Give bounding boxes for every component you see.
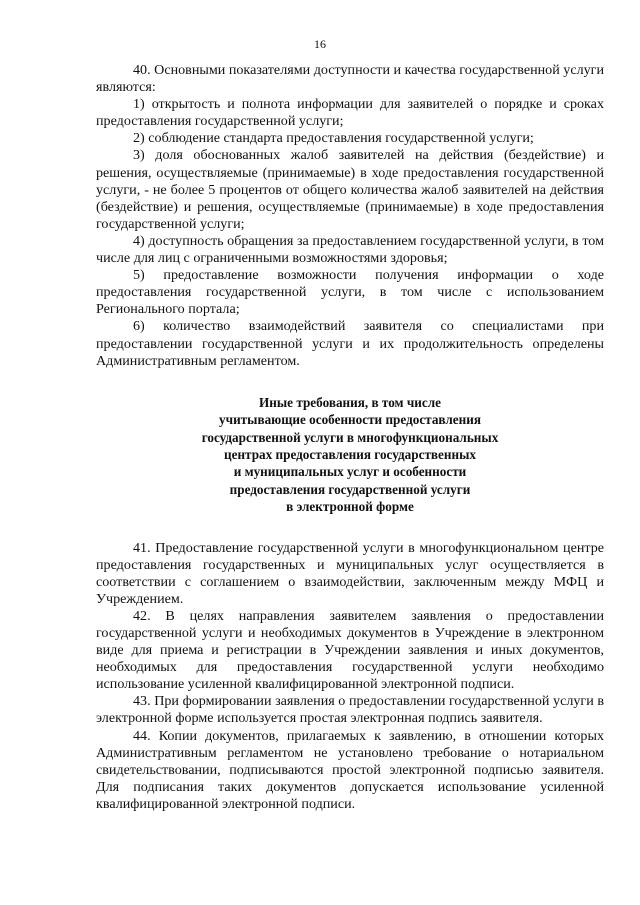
list-item-6: 6) количество взаимодействий заявителя со специалистами при предоставлении государственной услуги и их продолжительность определены Административным регламентом. [96,318,604,369]
heading-line: в электронной форме [286,499,414,515]
heading-line: предоставления государственной услуги [229,481,471,497]
document-body [96,62,604,813]
page-number: 16 [314,37,326,51]
paragraph-42: 42. В целях направления заявителем заявления о предоставлении государственной услуги и необходимых документов в Учреждение в электронном виде для приема и регистрации в Учреждении заявления и иных документов, необходимых для предоставления государственной услуги необходимо использование усиленной квалифицированной электронной подписи. [96,607,604,693]
list-item-4: 4) доступность обращения за предоставлением государственной услуги, в том числе для лиц с ограниченными возможностями здоровья; [96,232,604,267]
heading-line: государственной услуги в многофункциональных [201,429,499,445]
paragraph-44: 44. Копии документов, прилагаемых к заявлению, в отношении которых Административным регламентом не установлено требование о нотариальном свидетельствовании, подписываются простой электронной подписью заявителя. Для подписания таких документов допускается использование усиленной квалифицированной электронной подписи. [96,727,604,812]
quality-indicators-section [96,62,604,370]
heading-line: Иные требования, в том числе [259,394,441,410]
list-item-1: 1) открытость и полнота информации для заявителей о порядке и сроках предоставления государственной услуги; [96,96,604,130]
paragraph-43: 43. При формировании заявления о предоставлении государственной услуги в электронной форме используется простая электронная подпись заявителя. [96,693,604,727]
section-heading [96,394,604,516]
heading-line: и муниципальных услуг и особенности [233,464,467,480]
heading-line: центрах предоставления государственных [224,446,476,462]
list-item-3: 3) доля обоснованных жалоб заявителей на действия (бездействие) и решения, осуществляемые (принимаемые) в ходе предоставления государственной услуги, - не более 5 процентов от общего количества жалоб заявителей на действия (бездействие) и решения, осуществляемые (принимаемые) в ходе предоставления государственной услуги; [96,147,604,232]
list-item-5: 5) предоставление возможности получения информации о ходе предоставления государственной услуги, в том числе с использованием Регионального портала; [96,267,604,318]
paragraph-41: 41. Предоставление государственной услуги в многофункциональном центре предоставления государственных и муниципальных услуг осуществляется в соответствии с соглашением о взаимодействии, заключенным между МФЦ и Учреждением. [96,539,604,607]
list-item-2: 2) соблюдение стандарта предоставления государственной услуги; [133,130,534,147]
heading-line: учитывающие особенности предоставления [219,412,481,428]
paragraph-40: 40. Основными показателями доступности и качества государственной услуги являются: [96,62,604,96]
electronic-form-section [96,540,604,814]
